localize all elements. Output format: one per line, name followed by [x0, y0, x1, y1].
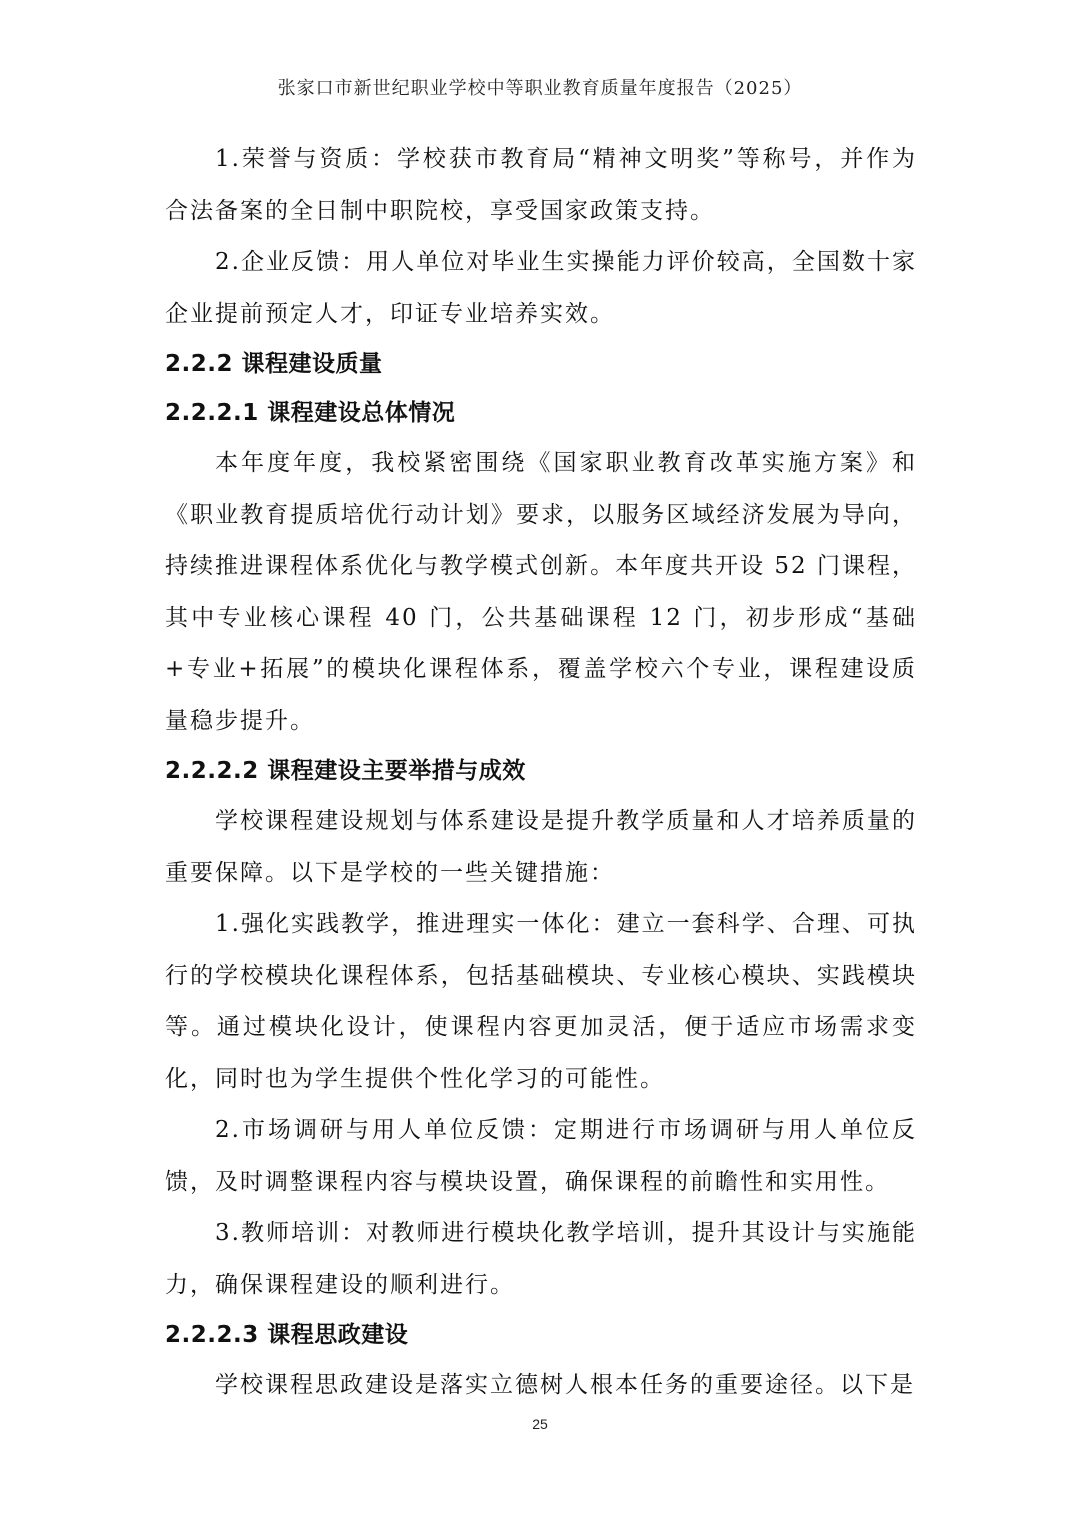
page-header: 张家口市新世纪职业学校中等职业教育质量年度报告（2025） — [277, 78, 803, 99]
subsection-heading-measures: 2.2.2.2 课程建设主要举措与成效 — [165, 758, 526, 784]
paragraph-ideology: 学校课程思政建设是落实立德树人根本任务的重要途径。以下是 — [215, 1372, 915, 1398]
page-body — [165, 134, 917, 1412]
paragraph-measure-3: 3.教师培训：对教师进行模块化教学培训，提升其设计与实施能力，确保课程建设的顺利进行。 — [165, 1220, 917, 1298]
paragraph-measure-1: 1.强化实践教学，推进理实一体化：建立一套科学、合理、可执行的学校模块化课程体系，包括基础模块、专业核心模块、实践模块等。通过模块化设计，使课程内容更加灵活，便于适应市场需求变化，同时也为学生提供个性化学习的可能性。 — [165, 911, 917, 1092]
paragraph-honors: 1.荣誉与资质：学校获市教育局“精神文明奖”等称号，并作为合法备案的全日制中职院校，享受国家政策支持。 — [165, 146, 917, 224]
subsection-heading-overview: 2.2.2.1 课程建设总体情况 — [165, 400, 456, 426]
paragraph-measures-intro: 学校课程建设规划与体系建设是提升教学质量和人才培养质量的重要保障。以下是学校的一些关键措施： — [165, 808, 917, 886]
page-number: 25 — [532, 1416, 548, 1432]
section-heading-course-quality: 2.2.2 课程建设质量 — [165, 351, 383, 377]
paragraph-overview: 本年度年度，我校紧密围绕《国家职业教育改革实施方案》和《职业教育提质培优行动计划》要求，以服务区域经济发展为导向，持续推进课程体系优化与教学模式创新。本年度共开设 52 门课程，其中专业核心课程 40 门，公共基础课程 12 门，初步形成“基础+专业+拓展”的模块化课程体系，覆盖学校六个专业，课程建设质量稳步提升。 — [165, 450, 917, 734]
paragraph-enterprise-feedback: 2.企业反馈：用人单位对毕业生实操能力评价较高，全国数十家企业提前预定人才，印证专业培养实效。 — [165, 249, 917, 327]
paragraph-measure-2: 2.市场调研与用人单位反馈：定期进行市场调研与用人单位反馈，及时调整课程内容与模块设置，确保课程的前瞻性和实用性。 — [165, 1117, 917, 1195]
subsection-heading-ideology: 2.2.2.3 课程思政建设 — [165, 1322, 409, 1348]
